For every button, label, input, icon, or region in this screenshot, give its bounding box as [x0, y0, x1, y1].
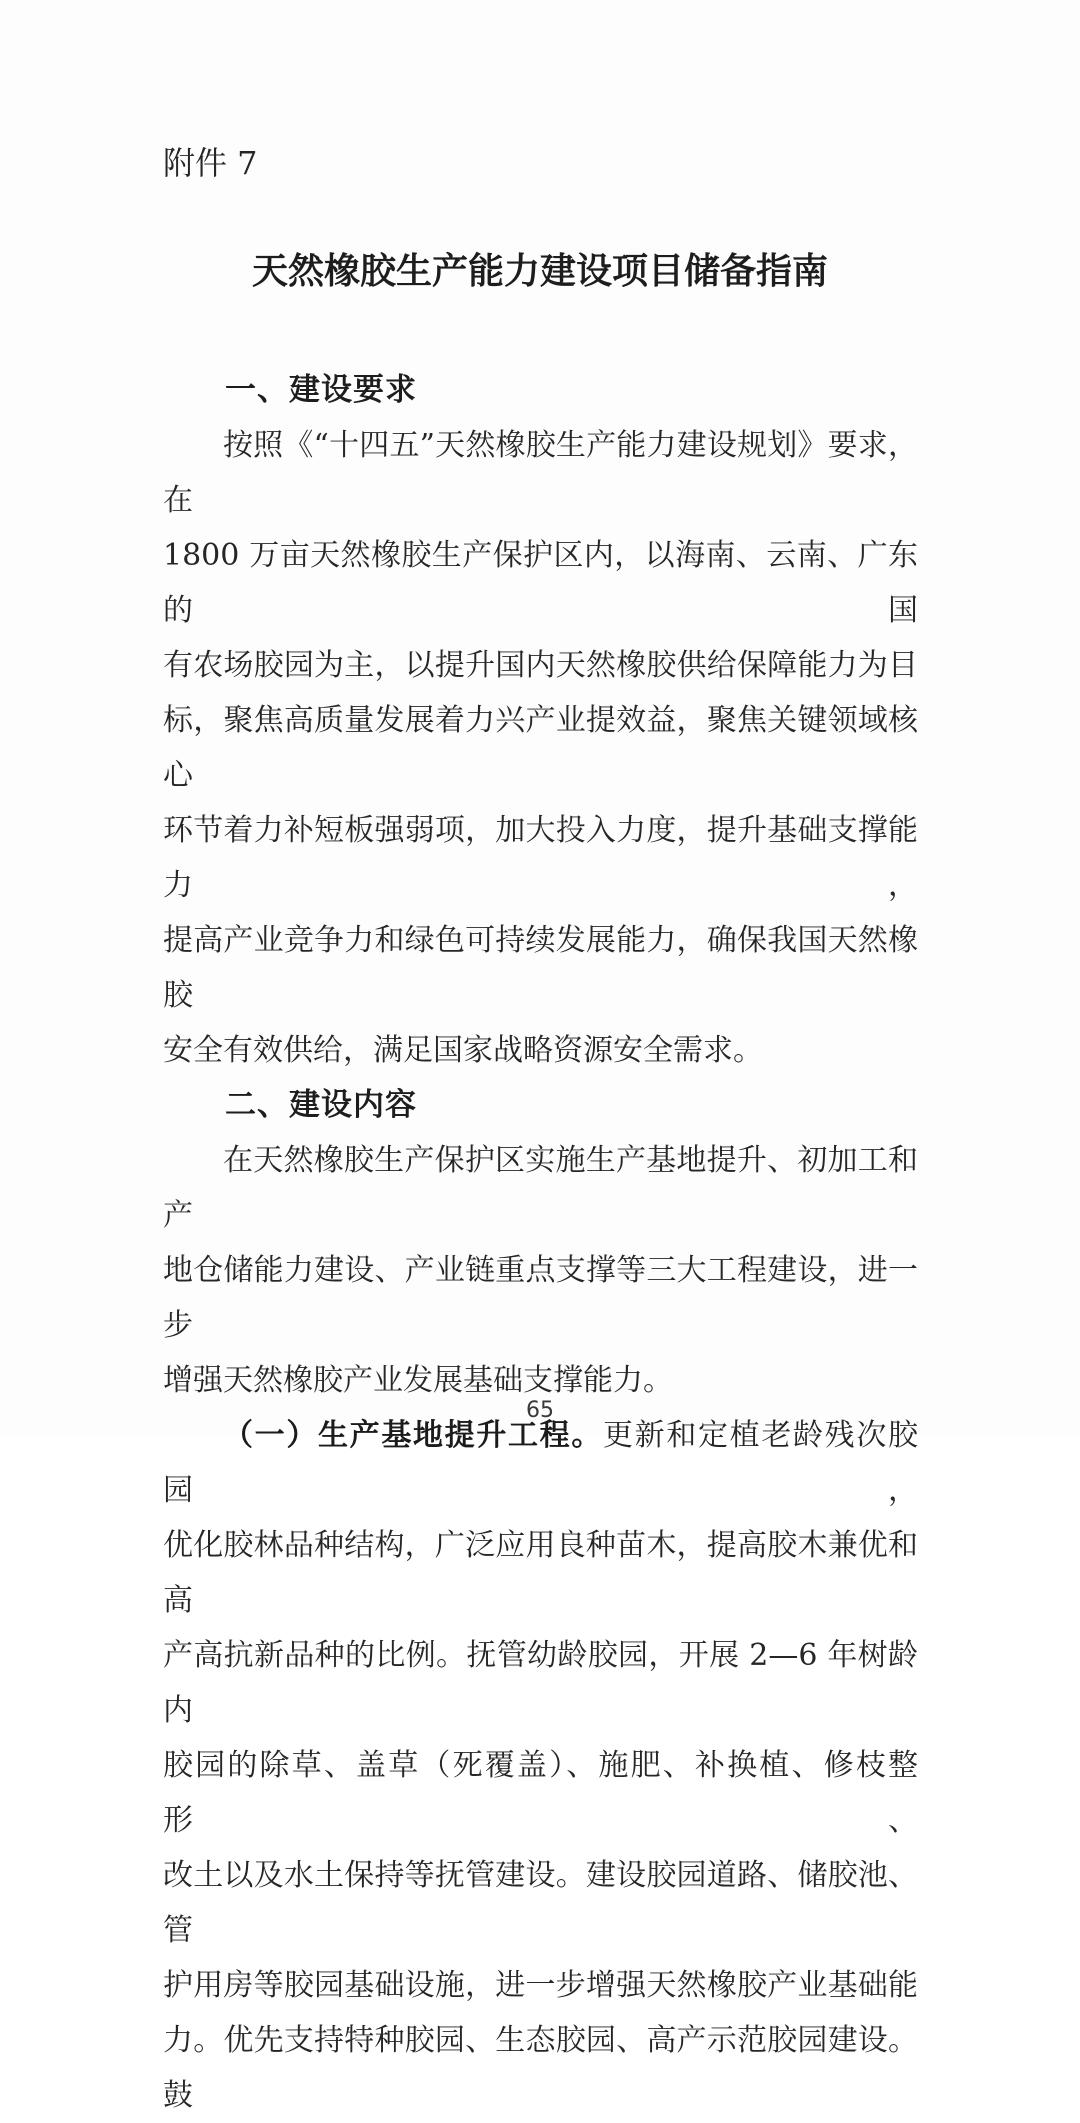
- body-line: [163, 418, 918, 528]
- body-line: [163, 1848, 918, 1958]
- body-line: [163, 1133, 918, 1243]
- body-line: [163, 913, 918, 1023]
- line-text: 产高抗新品种的比例。抚管幼龄胶园，开展 2—6 年树龄内: [163, 1638, 918, 1728]
- line-text: 环节着力补短板强弱项，加大投入力度，提升基础支撑能力，: [163, 813, 918, 903]
- line-text: 改土以及水土保持等抚管建设。建设胶园道路、储胶池、管: [163, 1858, 918, 1948]
- body-line: [163, 2013, 918, 2123]
- line-text: 优化胶林品种结构，广泛应用良种苗木，提高胶木兼优和高: [163, 1528, 918, 1618]
- line-text: 在天然橡胶生产保护区实施生产基地提升、初加工和产: [163, 1143, 918, 1233]
- line-text: 增强天然橡胶产业发展基础支撑能力。: [163, 1363, 673, 1398]
- line-text: 1800 万亩天然橡胶生产保护区内，以海南、云南、广东的国: [163, 538, 918, 628]
- line-text: 更新和定植老龄残次胶园，: [163, 1418, 918, 1508]
- body-line: [163, 1628, 918, 1738]
- body-line: [163, 693, 918, 803]
- line-text: 按照《“十四五”天然橡胶生产能力建设规划》要求，在: [163, 428, 918, 518]
- body-line: [163, 1958, 918, 2013]
- body-line: [163, 1738, 918, 1848]
- body-line: [163, 1243, 918, 1353]
- section-heading: 二、建设内容: [225, 1087, 417, 1123]
- body-line: [163, 803, 918, 913]
- line-text: 地仓储能力建设、产业链重点支撑等三大工程建设，进一步: [163, 1253, 918, 1343]
- body-line: [163, 528, 918, 638]
- body-line: [163, 1023, 918, 1078]
- line-text: 护用房等胶园基础设施，进一步增强天然橡胶产业基础能: [163, 1968, 918, 2003]
- line-text: 标，聚焦高质量发展着力兴产业提效益，聚焦关键领域核心: [163, 703, 918, 793]
- document-body: [163, 363, 918, 2123]
- line-text: 力。优先支持特种胶园、生态胶园、高产示范胶园建设。鼓: [163, 2023, 918, 2113]
- line-text: 胶园的除草、盖草（死覆盖）、施肥、补换植、修枝整形、: [163, 1748, 918, 1838]
- bold-lead-text: （一）生产基地提升工程。: [223, 1418, 603, 1453]
- line-text: 安全有效供给，满足国家战略资源安全需求。: [163, 1033, 763, 1068]
- document-title: 天然橡胶生产能力建设项目储备指南: [251, 250, 828, 292]
- line-text: 提高产业竞争力和绿色可持续发展能力，确保我国天然橡胶: [163, 923, 918, 1013]
- attachment-label: 附件 7: [163, 144, 258, 182]
- body-line: [163, 1518, 918, 1628]
- body-line: [163, 1408, 918, 1518]
- line-text: 有农场胶园为主，以提升国内天然橡胶供给保障能力为目: [163, 648, 918, 683]
- body-line: [163, 638, 918, 693]
- page-number: 65: [526, 1398, 554, 1423]
- section-heading: 一、建设要求: [225, 372, 417, 408]
